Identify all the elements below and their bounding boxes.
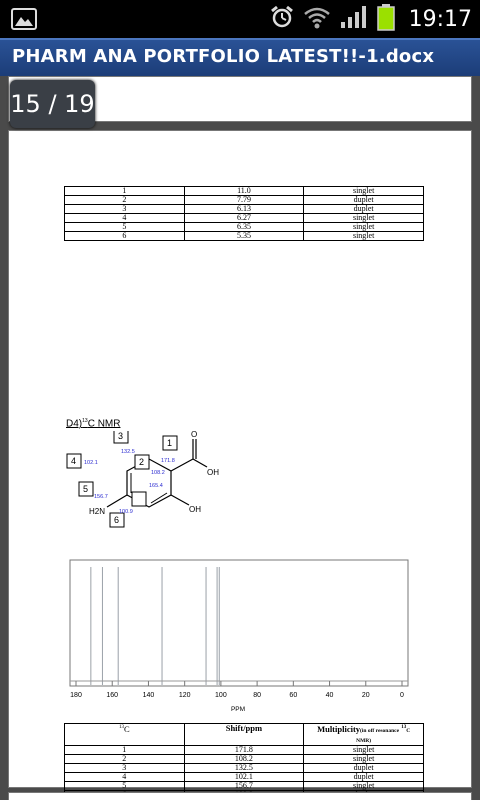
position-label-2: 2: [139, 457, 145, 467]
proton-table-cell: 3: [65, 205, 185, 214]
proton-table-cell: 7.79: [184, 196, 304, 205]
wifi-icon: [303, 4, 331, 34]
position-label-3: 3: [118, 431, 124, 441]
atom-label-oh-ring: OH: [189, 505, 201, 514]
proton-table-cell: singlet: [304, 223, 424, 232]
header-c-letter: C: [123, 723, 130, 734]
x-axis-tick-label: 180: [70, 692, 82, 699]
x-axis-label: PPM: [230, 706, 246, 713]
proton-table-row: [65, 232, 424, 241]
carbon-table-row: [65, 781, 424, 790]
proton-table-cell: 6.27: [184, 214, 304, 223]
battery-icon: [377, 3, 395, 35]
header-multiplicity-note2: NMR): [356, 737, 372, 744]
shift-label-171-8: 171.8: [161, 458, 175, 464]
proton-table-cell: 5: [65, 223, 185, 232]
carbon-table-row: [65, 754, 424, 763]
shift-label-102-1: 102.1: [84, 460, 98, 466]
header-carbon: [65, 724, 185, 746]
proton-table-cell: 5.35: [184, 232, 304, 241]
proton-table-cell: duplet: [304, 196, 424, 205]
status-bar: [0, 0, 480, 38]
proton-table-cell: 6: [65, 232, 185, 241]
position-label-1: 1: [167, 438, 173, 448]
carbon-table-row: [65, 763, 424, 772]
carbon-table-cell: 156.7: [184, 781, 304, 790]
x-axis-tick-label: 60: [289, 692, 298, 699]
proton-table-cell: singlet: [304, 187, 424, 196]
proton-table-cell: 11.0: [184, 187, 304, 196]
clock: 19:17: [408, 6, 472, 32]
proton-table-cell: 2: [65, 196, 185, 205]
next-page[interactable]: [8, 792, 472, 800]
x-axis-tick-label: 100: [215, 692, 227, 699]
proton-nmr-table: [64, 186, 424, 241]
carbon-table-cell: 2: [65, 754, 185, 763]
x-axis-tick-label: 140: [142, 692, 155, 699]
carbon-table-cell: singlet: [304, 754, 424, 763]
shift-label-132-5: 132.5: [121, 449, 135, 455]
proton-table-cell: singlet: [304, 232, 424, 241]
document-title-bar[interactable]: [0, 38, 480, 76]
proton-table-cell: singlet: [304, 214, 424, 223]
heading-superscript: 13: [82, 418, 88, 424]
header-multiplicity: [304, 724, 424, 746]
shift-label-100-9: 100.9: [119, 509, 133, 515]
shift-label-108-2: 108.2: [151, 470, 165, 476]
proton-table-cell: duplet: [304, 205, 424, 214]
carbon-nmr-table: [64, 723, 424, 800]
carbon-table-cell: duplet: [304, 763, 424, 772]
carbon-table-cell: 5: [65, 781, 185, 790]
spectrum-frame: [70, 560, 408, 686]
header-multiplicity-note: (in off resonance: [360, 727, 400, 734]
header-shift: Shift/ppm: [184, 724, 304, 746]
document-page[interactable]: [8, 130, 472, 788]
x-axis-tick-label: 160: [106, 692, 119, 699]
carbon-table-row: [65, 772, 424, 781]
header-c-sup: 13: [118, 725, 124, 730]
proton-table-cell: 1: [65, 187, 185, 196]
page-indicator: 15 / 19: [10, 80, 95, 128]
header-multiplicity-note-sup: 13: [401, 725, 407, 730]
carbon-table-cell: 1: [65, 745, 185, 754]
signal-icon: [339, 4, 369, 34]
carbon-table-cell: 171.8: [184, 745, 304, 754]
header-multiplicity-note-c: C: [406, 727, 411, 734]
header-multiplicity-label: Multiplicity: [317, 723, 361, 734]
x-axis-tick-label: 20: [361, 692, 370, 699]
proton-table-cell: 6.13: [184, 205, 304, 214]
heading-suffix: C NMR: [87, 418, 121, 430]
position-label-6: 6: [114, 515, 120, 525]
molecule-labels: [59, 431, 259, 556]
shift-label-165-4: 165.4: [149, 483, 163, 489]
x-axis-tick-label: 40: [325, 692, 334, 699]
gallery-icon: [10, 6, 38, 36]
carbon-table-cell: duplet: [304, 772, 424, 781]
proton-table-cell: 6.35: [184, 223, 304, 232]
position-label-5: 5: [83, 484, 89, 494]
x-axis-tick-label: 80: [253, 692, 262, 699]
shift-label-156-7: 156.7: [94, 494, 108, 500]
carbon-table-cell: 4: [65, 772, 185, 781]
carbon-table-cell: singlet: [304, 781, 424, 790]
x-axis-tick-label: 120: [178, 692, 191, 699]
x-axis-tick-label: 0: [400, 692, 404, 699]
carbon-table-cell: singlet: [304, 745, 424, 754]
c13-nmr-spectrum: [59, 557, 419, 717]
atom-label-oh-acid: OH: [207, 468, 219, 477]
position-label-4: 4: [71, 456, 77, 466]
carbon-table-cell: 132.5: [184, 763, 304, 772]
carbon-table-cell: 102.1: [184, 772, 304, 781]
section-heading: [66, 418, 120, 429]
heading-prefix: D4): [66, 418, 83, 430]
alarm-icon: [269, 4, 295, 34]
carbon-table-row: [65, 745, 424, 754]
atom-label-nh2: H2N: [89, 507, 106, 516]
document-viewport[interactable]: [0, 76, 480, 800]
document-title: PHARM ANA PORTFOLIO LATEST!!-1.docx: [12, 46, 435, 67]
carbon-table-cell: 108.2: [184, 754, 304, 763]
atom-label-o: O: [191, 431, 198, 439]
carbon-table-cell: 3: [65, 763, 185, 772]
proton-table-cell: 4: [65, 214, 185, 223]
